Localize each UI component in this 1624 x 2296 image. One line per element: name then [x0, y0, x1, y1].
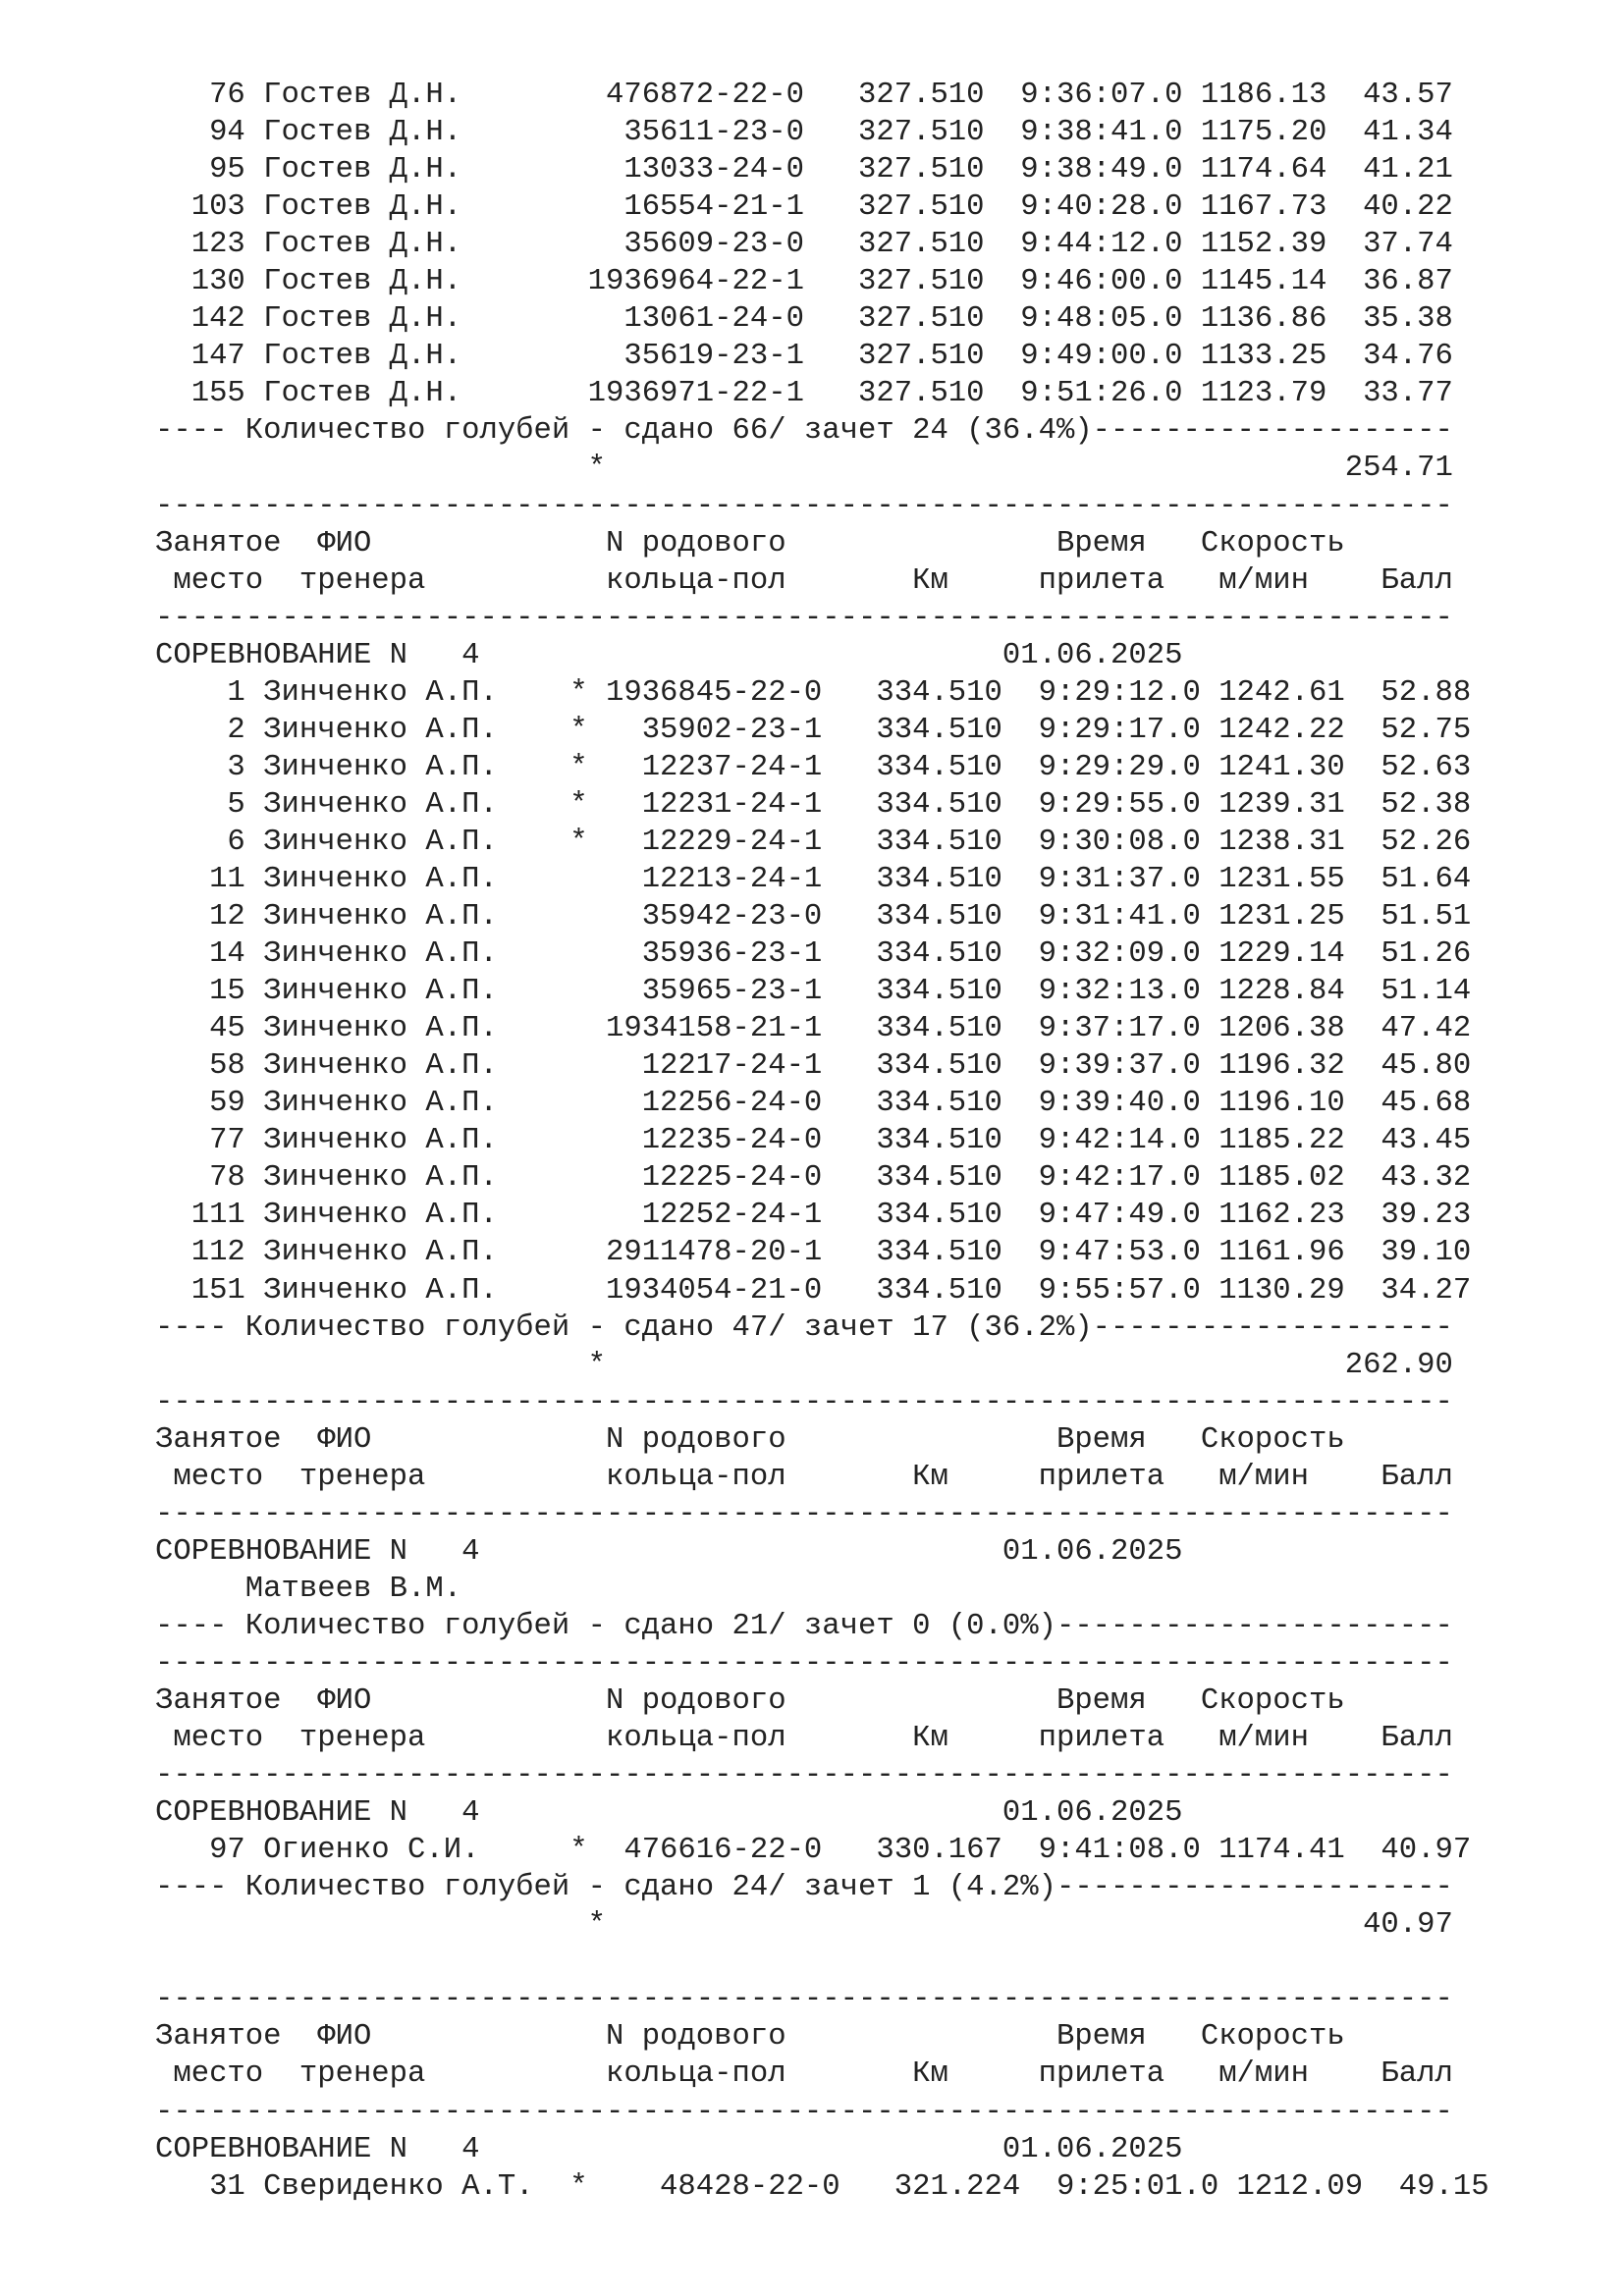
report-line: ---- Количество голубей - сдано 47/ зачет 17 (36.2%)--------------------	[155, 1310, 1453, 1345]
report-line: 94 Гостев Д.Н. 35611-23-0 327.510 9:38:41.0 1175.20 41.34	[155, 116, 1453, 150]
report-line: 15 Зинченко А.П. 35965-23-1 334.510 9:32:13.0 1228.84 51.14	[155, 975, 1472, 1009]
report-line: ------------------------------------------------------------------------	[155, 2095, 1453, 2129]
results-report	[155, 77, 1489, 2206]
report-line: 97 Огиенко С.И. * 476616-22-0 330.167 9:41:08.0 1174.41 40.97	[155, 1834, 1472, 1868]
report-line: 6 Зинченко А.П. * 12229-24-1 334.510 9:30:08.0 1238.31 52.26	[155, 825, 1472, 859]
report-line: 5 Зинченко А.П. * 12231-24-1 334.510 9:29:55.0 1239.31 52.38	[155, 787, 1472, 822]
report-line: Занятое ФИО N родового Время Скорость	[155, 1422, 1345, 1457]
report-line: 77 Зинченко А.П. 12235-24-0 334.510 9:42:14.0 1185.22 43.45	[155, 1124, 1472, 1158]
report-line: место тренера кольца-пол Км прилета м/мин Балл	[155, 1722, 1453, 1756]
report-line: 95 Гостев Д.Н. 13033-24-0 327.510 9:38:49.0 1174.64 41.21	[155, 153, 1453, 187]
report-line: СОРЕВНОВАНИЕ N 4 01.06.2025	[155, 2132, 1183, 2166]
report-line: 155 Гостев Д.Н. 1936971-22-1 327.510 9:51:26.0 1123.79 33.77	[155, 377, 1453, 411]
report-line: 12 Зинченко А.П. 35942-23-0 334.510 9:31:41.0 1231.25 51.51	[155, 900, 1472, 934]
report-line: 11 Зинченко А.П. 12213-24-1 334.510 9:31:37.0 1231.55 51.64	[155, 862, 1472, 896]
report-line: Занятое ФИО N родового Время Скорость	[155, 2020, 1345, 2055]
report-line: 3 Зинченко А.П. * 12237-24-1 334.510 9:29:29.0 1241.30 52.63	[155, 750, 1472, 784]
report-line: 151 Зинченко А.П. 1934054-21-0 334.510 9:55:57.0 1130.29 34.27	[155, 1273, 1472, 1308]
report-line: Матвеев В.М.	[155, 1572, 462, 1606]
report-line: 14 Зинченко А.П. 35936-23-1 334.510 9:32:09.0 1229.14 51.26	[155, 937, 1472, 972]
report-line: 1 Зинченко А.П. * 1936845-22-0 334.510 9:29:12.0 1242.61 52.88	[155, 675, 1472, 710]
report-line: Занятое ФИО N родового Время Скорость	[155, 1684, 1345, 1719]
report-line: ---- Количество голубей - сдано 21/ зачет 0 (0.0%)----------------------	[155, 1609, 1453, 1643]
report-line: 123 Гостев Д.Н. 35609-23-0 327.510 9:44:12.0 1152.39 37.74	[155, 228, 1453, 262]
report-line: 31 Свериденко А.Т. * 48428-22-0 321.224 9:25:01.0 1212.09 49.15	[155, 2169, 1489, 2204]
report-line: 103 Гостев Д.Н. 16554-21-1 327.510 9:40:28.0 1167.73 40.22	[155, 190, 1453, 225]
report-line: * 254.71	[155, 452, 1453, 486]
report-line: 45 Зинченко А.П. 1934158-21-1 334.510 9:37:17.0 1206.38 47.42	[155, 1012, 1472, 1046]
report-line: место тренера кольца-пол Км прилета м/мин Балл	[155, 563, 1453, 598]
report-line: 58 Зинченко А.П. 12217-24-1 334.510 9:39:37.0 1196.32 45.80	[155, 1049, 1472, 1084]
report-line	[155, 1944, 1489, 1981]
report-line: 130 Гостев Д.Н. 1936964-22-1 327.510 9:46:00.0 1145.14 36.87	[155, 265, 1453, 299]
report-line: 76 Гостев Д.Н. 476872-22-0 327.510 9:36:07.0 1186.13 43.57	[155, 79, 1453, 112]
report-line: 2 Зинченко А.П. * 35902-23-1 334.510 9:29:17.0 1242.22 52.75	[155, 713, 1472, 747]
report-line: СОРЕВНОВАНИЕ N 4 01.06.2025	[155, 638, 1183, 672]
report-line: 78 Зинченко А.П. 12225-24-0 334.510 9:42:17.0 1185.02 43.32	[155, 1161, 1472, 1196]
report-line: ------------------------------------------------------------------------	[155, 1646, 1453, 1681]
report-line: Занятое ФИО N родового Время Скорость	[155, 526, 1345, 561]
report-line: * 262.90	[155, 1348, 1453, 1382]
report-line: 111 Зинченко А.П. 12252-24-1 334.510 9:47:49.0 1162.23 39.23	[155, 1199, 1472, 1233]
report-line: СОРЕВНОВАНИЕ N 4 01.06.2025	[155, 1534, 1183, 1569]
report-line: место тренера кольца-пол Км прилета м/мин Балл	[155, 1460, 1453, 1494]
report-line: 142 Гостев Д.Н. 13061-24-0 327.510 9:48:05.0 1136.86 35.38	[155, 302, 1453, 337]
report-line: ------------------------------------------------------------------------	[155, 489, 1453, 523]
report-line: 59 Зинченко А.П. 12256-24-0 334.510 9:39:40.0 1196.10 45.68	[155, 1087, 1472, 1121]
report-line: ---- Количество голубей - сдано 66/ зачет 24 (36.4%)--------------------	[155, 414, 1453, 449]
report-line: 112 Зинченко А.П. 2911478-20-1 334.510 9:47:53.0 1161.96 39.10	[155, 1236, 1472, 1270]
report-line: ------------------------------------------------------------------------	[155, 1983, 1453, 2017]
report-line: ------------------------------------------------------------------------	[155, 601, 1453, 635]
report-line: ------------------------------------------------------------------------	[155, 1385, 1453, 1419]
report-line: СОРЕВНОВАНИЕ N 4 01.06.2025	[155, 1796, 1183, 1831]
report-line: * 40.97	[155, 1908, 1453, 1943]
report-line: место тренера кольца-пол Км прилета м/мин Балл	[155, 2057, 1453, 2092]
report-line: ------------------------------------------------------------------------	[155, 1497, 1453, 1531]
report-line: ------------------------------------------------------------------------	[155, 1759, 1453, 1793]
report-line: ---- Количество голубей - сдано 24/ зачет 1 (4.2%)----------------------	[155, 1871, 1453, 1905]
report-line: 147 Гостев Д.Н. 35619-23-1 327.510 9:49:00.0 1133.25 34.76	[155, 340, 1453, 374]
